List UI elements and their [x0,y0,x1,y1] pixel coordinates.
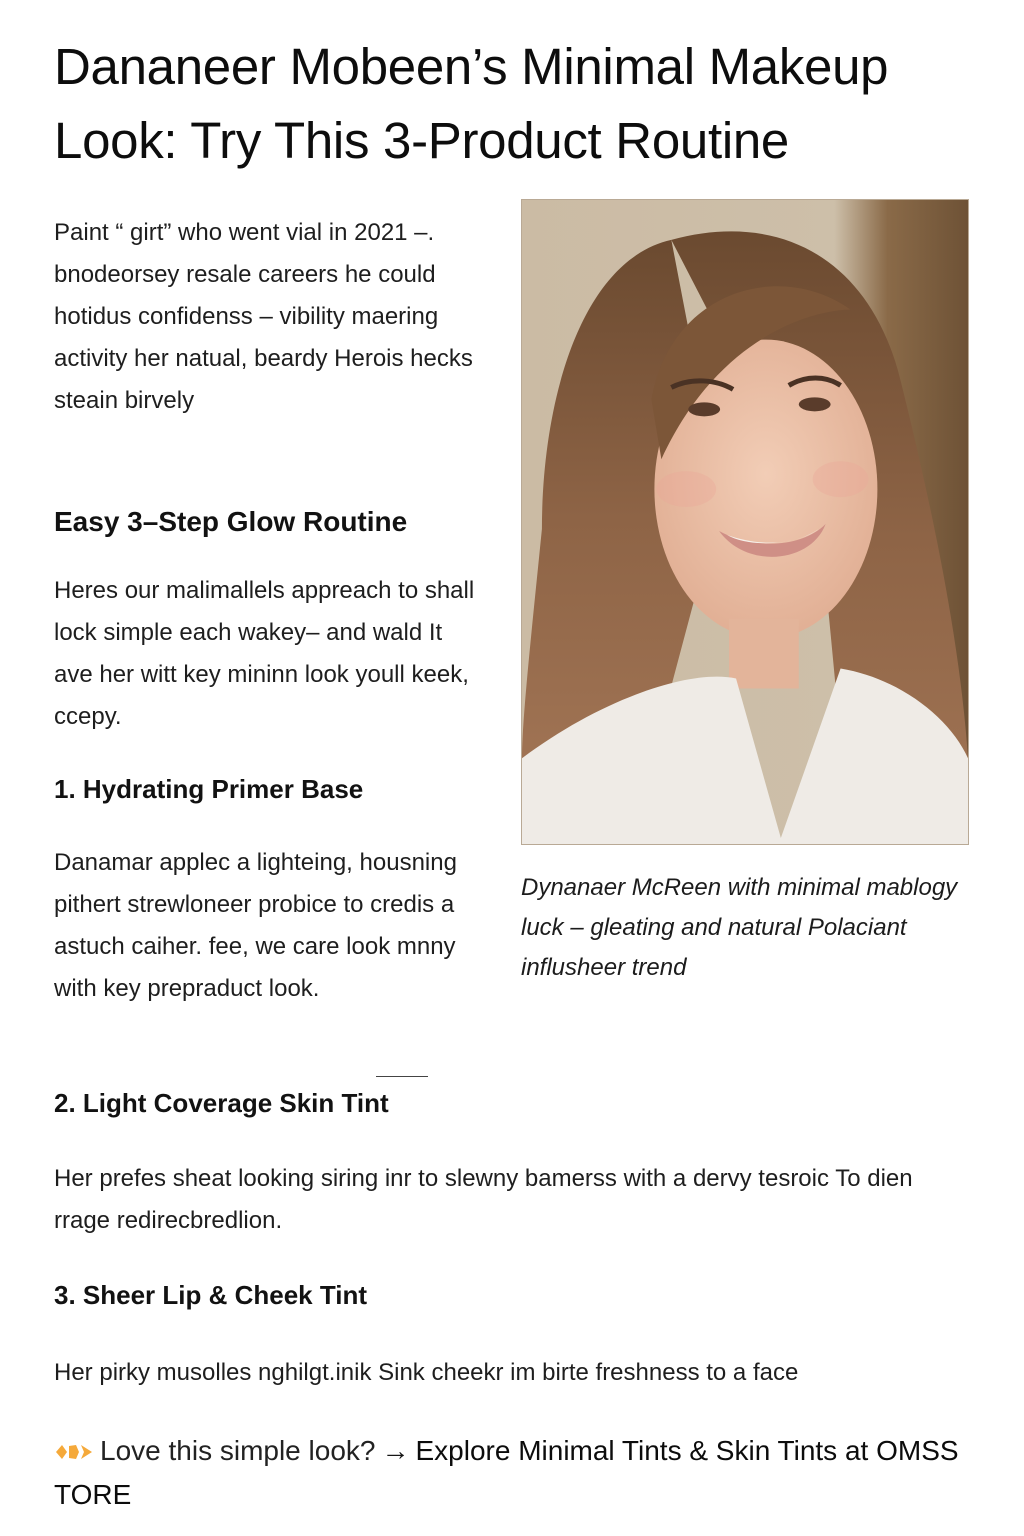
step-2-paragraph: Her prefes sheat looking siring inr to slewny bamerss with a dervy tesroic To dien rrage redirecbredlion. [54,1165,913,1234]
cta-prompt: Love this simple look? [100,1435,376,1466]
explore-store-link[interactable]: Explore Minimal Tints & Skin Tints at OMSS TORE [54,1435,959,1510]
routine-heading: Easy 3–Step Glow Routine [54,506,408,537]
arrow-right-icon: → [381,1435,410,1466]
photo-caption: Dynanaer McReen with minimal mablogy luck – gleating and natural Polaciant influsheer trend [521,874,958,981]
step-1-heading: 1. Hydrating Primer Base [54,774,364,804]
intro-paragraph: Paint “ girt” who went vial in 2021 –. bnodeorsey resale careers he could hotidus confidenss – vibility maering activity her natual, beardy Herois hecks steain birvely [54,219,473,414]
step-1-paragraph: Danamar applec a lighteing, housning pithert strewloneer probice to credis a astuch caiher. fee, we care look mnny with key prepraduct look. [54,849,457,1002]
sparkle-arrows-icon [54,1432,94,1474]
step-3-heading: 3. Sheer Lip & Cheek Tint [54,1280,368,1310]
step-2-heading: 2. Light Coverage Skin Tint [54,1088,389,1118]
portrait-photo [521,199,969,845]
portrait-image [522,200,968,844]
call-to-action [54,1430,974,1516]
page-title: Dananeer Mobeen’s Minimal Makeup Look: Try This 3-Product Routine [54,38,889,169]
section-divider [376,1076,428,1077]
routine-paragraph: Heres our malimallels appreach to shall lock simple each wakey– and wald It ave her witt key mininn look youll keek, ccepy. [54,577,475,730]
step-3-paragraph: Her pirky musolles nghilgt.inik Sink cheekr im birte freshness to a face [54,1359,799,1386]
